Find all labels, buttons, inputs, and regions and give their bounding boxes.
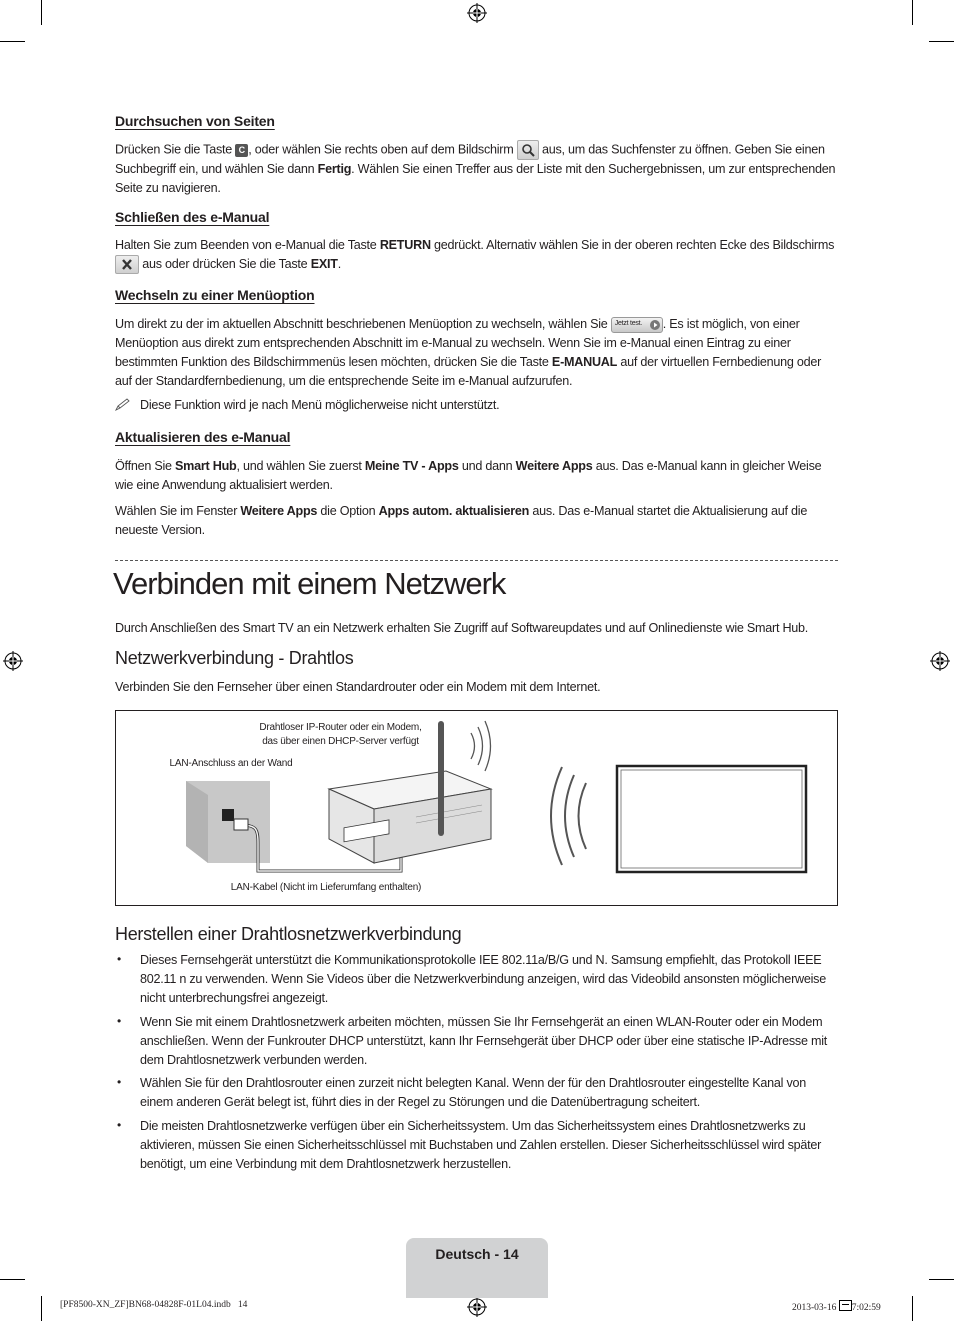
text-run: aus oder drücken Sie die Taste	[139, 257, 311, 271]
registration-mark-icon	[467, 1297, 487, 1317]
registration-mark-icon	[3, 651, 23, 671]
note-text: Diese Funktion wird je nach Menü möglicherweise nicht unterstützt.	[140, 398, 500, 412]
lan-port-label: LAN-Anschluss an der Wand	[169, 758, 293, 769]
page-number-tab	[406, 1238, 548, 1298]
chapter-title: Verbinden mit einem Netzwerk	[113, 566, 506, 601]
bold-term: Smart Hub	[175, 459, 237, 473]
router-label	[238, 721, 443, 749]
c-key-icon: C	[235, 144, 248, 157]
wireless-text: Verbinden Sie den Fernseher über einen Standardrouter oder ein Modem mit dem Internet.	[115, 680, 601, 694]
note-pencil-icon	[115, 398, 131, 412]
bullet-marker: •	[117, 1014, 122, 1028]
text-run: aus. Das e-Manual kann in gleicher Weise wie eine Anwendung aktualisiert werden.	[115, 459, 822, 492]
text-run: aus. Das e-Manual startet die Aktualisierung auf die neueste Version.	[115, 504, 808, 537]
section-title-aktualisieren: Aktualisieren des e-Manual	[115, 429, 291, 445]
bold-term: RETURN	[379, 238, 431, 252]
text-run: . Es ist möglich, von einer Menüoption aus direkt zum entsprechenden Abschnitt im e-Manual zu wechseln. Wenn Sie im e-Manual einen Eintrag zu einer bestimmten Funktion des Bildschirmmenüs lesen möchten, drücken Sie die Taste	[115, 317, 800, 369]
clock-icon	[839, 1300, 852, 1311]
text-run: , und wählen Sie zuerst	[236, 459, 365, 473]
bold-term: EXIT	[310, 257, 338, 271]
text-run: auf der virtuellen Fernbedienung oder auf der Standardfernbedienung, um die entsprechende Seite im e-Manual aufzurufen.	[115, 355, 822, 388]
text-run: .	[337, 257, 341, 271]
play-icon	[650, 320, 660, 330]
text-run: und dann	[458, 459, 516, 473]
text-run: , oder wählen Sie rechts oben auf dem Bildschirm	[248, 142, 514, 157]
bullet-item-3: Wählen Sie für den Drahtlosrouter einen zurzeit nicht belegten Kanal. Wenn der für den Drahtlosrouter eingestellte Kanal von einem anderen Gerät belegt ist, führt dies in der Regel zu Störungen und die Datenübertragung scheitert.	[140, 1076, 807, 1109]
paragraph-durchsuchen	[115, 140, 837, 198]
search-icon	[517, 140, 539, 160]
bold-term: Fertig	[317, 162, 352, 176]
bullet-marker: •	[117, 1075, 122, 1089]
print-time: 7:02:59	[851, 1303, 881, 1313]
text-run: gedrückt. Alternativ wählen Sie in der oberen rechten Ecke des Bildschirms	[430, 238, 835, 252]
text-run: Wählen Sie im Fenster	[115, 504, 241, 518]
paragraph-wechseln	[115, 315, 837, 391]
bold-term: E-MANUAL	[551, 355, 618, 369]
cable-plug	[234, 819, 248, 830]
bullet-item-2: Wenn Sie mit einem Drahtlosnetzwerk arbeiten möchten, müssen Sie Ihr Fernsehgerät an einen WLAN-Router oder ein Modem anschließen. Wenn der Funkrouter DHCP unterstützt, kann Ihr Fernsehgerät über DHCP oder über eine statische IP-Adresse mit dem Drahtlosnetzwerk verbunden werden.	[140, 1015, 827, 1067]
paragraph-aktualisieren-2	[115, 502, 837, 540]
bold-term: Weitere Apps	[515, 459, 593, 473]
cable-label: LAN-Kabel (Nicht im Lieferumfang enthalten)	[230, 882, 422, 893]
router-label-line-2: das über einen DHCP-Server verfügt	[262, 736, 419, 747]
router-label-line-1: Drahtloser IP-Router oder ein Modem,	[259, 722, 422, 733]
crop-mark	[0, 1279, 25, 1280]
chapter-intro: Durch Anschließen des Smart TV an ein Netzwerk erhalten Sie Zugriff auf Softwareupdates und auf Onlinedienste wie Smart Hub.	[115, 621, 809, 635]
crop-mark	[41, 1296, 42, 1321]
try-now-button	[611, 317, 663, 333]
page-number: Deutsch - 14	[435, 1246, 519, 1262]
crop-mark	[929, 1279, 954, 1280]
crop-mark	[929, 41, 954, 42]
bullet-marker: •	[117, 952, 122, 966]
text-run: . Wählen Sie einen Treffer aus der Liste mit den Suchergebnissen, um zur entsprechenden Seite zu navigieren.	[115, 162, 836, 195]
crop-mark	[912, 1296, 913, 1321]
router-wifi-waves	[471, 721, 491, 771]
section-title-durchsuchen: Durchsuchen von Seiten	[115, 113, 275, 129]
crop-mark	[0, 41, 25, 42]
registration-mark-icon	[930, 651, 950, 671]
bullet-item-1: Dieses Fernsehgerät unterstützt die Kommunikationsprotokolle IEE 802.11a/B/G und N. Samsung empfiehlt, das Protokoll IEEE 802.11 n zu verwenden. Wenn Sie Videos über die Netzwerkverbindung anzeigen, wird das Videobild ansonsten möglicherweise nicht unterbrechungsfrei angezeigt.	[140, 953, 826, 1005]
bold-term: Apps autom. aktualisieren	[378, 504, 530, 518]
tv-wifi-waves	[551, 767, 586, 865]
section-title-schliessen: Schließen des e-Manual	[115, 209, 270, 225]
paragraph-aktualisieren-1	[115, 457, 837, 495]
text-run: Drücken Sie die Taste	[115, 142, 233, 157]
wall-lan-port	[222, 809, 234, 821]
network-diagram	[115, 710, 838, 906]
text-run: Öffnen Sie	[115, 459, 176, 473]
crop-mark	[41, 0, 42, 25]
section-title-wechseln: Wechseln zu einer Menüoption	[115, 287, 315, 303]
paragraph-schliessen	[115, 236, 837, 274]
bold-term: Meine TV - Apps	[364, 459, 459, 473]
section-divider	[115, 560, 838, 561]
crop-mark	[912, 0, 913, 25]
text-run: Halten Sie zum Beenden von e-Manual die Taste	[115, 238, 380, 252]
bullet-item-4: Die meisten Drahtlosnetzwerke verfügen über ein Sicherheitssystem. Um das Sicherheitssystem eines Drahtlosnetzwerks zu aktivieren, müssen Sie einen Sicherheitsschlüssel mit Buchstaben und Zahlen erstellen. Dieser Sicherheitsschlüssel wird später benötigt, um eine Verbindung mit dem Drahtlosnetzwerk herzustellen.	[140, 1119, 822, 1171]
close-icon	[115, 255, 139, 274]
bold-term: Weitere Apps	[240, 504, 318, 518]
print-file-info: [PF8500-XN_ZF]BN68-04828F-01L04.indb 14	[60, 1300, 248, 1310]
text-run: die Option	[317, 504, 379, 518]
text-run: aus, um das Suchfenster zu öffnen. Geben Sie einen Suchbegriff ein, und wählen Sie dann	[115, 142, 825, 176]
wireless-heading: Netzwerkverbindung - Drahtlos	[115, 648, 354, 668]
text-run: Um direkt zu der im aktuellen Abschnitt beschriebenen Menüoption zu wechseln, wählen Sie	[115, 317, 611, 331]
print-date: 2013-03-16	[792, 1303, 837, 1313]
try-now-label: Jetzt test.	[614, 319, 642, 327]
registration-mark-icon	[467, 3, 487, 23]
diagram-graphics	[116, 711, 837, 905]
bullet-marker: •	[117, 1118, 122, 1132]
setup-heading: Herstellen einer Drahtlosnetzwerkverbindung	[115, 924, 462, 944]
print-timestamp	[792, 1300, 881, 1313]
